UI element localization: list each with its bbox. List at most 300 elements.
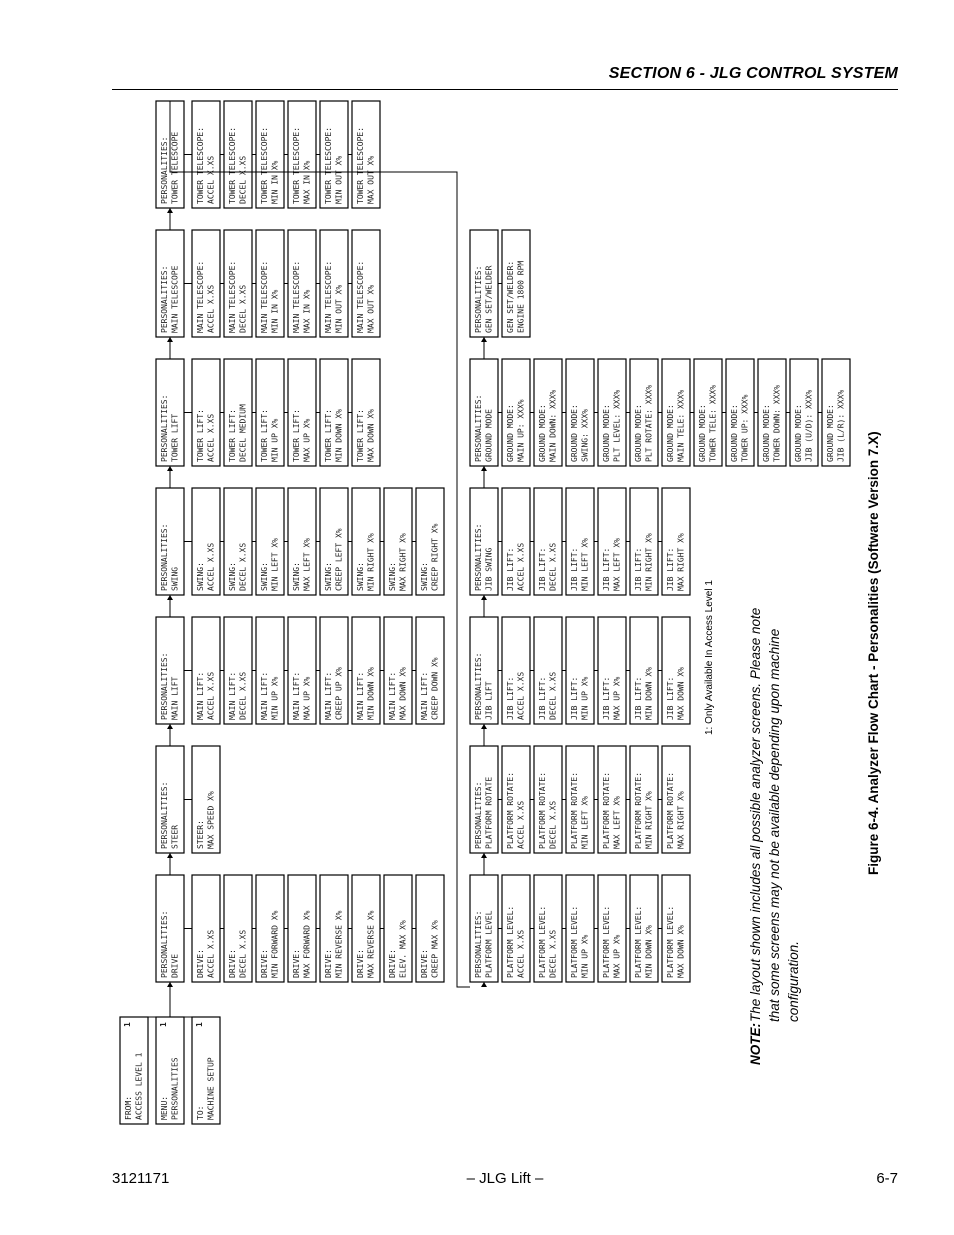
box-line: MAIN TELESCOPE:: [260, 260, 269, 333]
box-line: DECEL MEDIUM: [238, 404, 248, 462]
box-line: MIN DOWN X%: [644, 667, 654, 720]
box-line: MACHINE SETUP: [206, 1057, 216, 1120]
box-jib-swing: [502, 488, 530, 595]
box-line: MIN LEFT X%: [270, 538, 280, 591]
box-line: TOWER TELESCOPE:: [228, 126, 237, 204]
box-tower-telescope: [288, 101, 316, 208]
box-line: DRIVE:: [420, 949, 429, 978]
box-line: TOWER TELESCOPE:: [196, 126, 205, 204]
box-line: MAX OUT X%: [366, 284, 376, 333]
box-line: PERSONALITIES: [170, 1057, 180, 1120]
arrow-head: [481, 724, 487, 729]
box-line: PERSONALITIES:: [474, 910, 483, 978]
box-drive: [288, 875, 316, 982]
box-ground-mode: [790, 359, 818, 466]
box-line: SWING:: [196, 562, 205, 591]
box-ground-mode: [470, 359, 498, 466]
box-swing: [224, 488, 252, 595]
box-line: TOWER TELESCOPE:: [260, 126, 269, 204]
box-line: GROUND MODE:: [634, 404, 643, 462]
box-main-telescope: [256, 230, 284, 337]
box-ground-mode: [758, 359, 786, 466]
box-line: GROUND MODE:: [538, 404, 547, 462]
note-line: that some screens may not be available depending upon machine: [767, 628, 782, 1022]
box-line: PLATFORM ROTATE:: [666, 771, 675, 849]
box-line: MIN LEFT X%: [580, 796, 590, 849]
access-flag: 1: [123, 1022, 132, 1027]
box-line: TOWER LIFT:: [260, 409, 269, 462]
box-line: CREEP DOWN X%: [430, 657, 440, 720]
box-ground-mode: [662, 359, 690, 466]
box-line: MAX DOWN X%: [676, 667, 686, 720]
box-line: MIN UP X%: [270, 676, 280, 720]
box-line: GROUND MODE:: [762, 404, 771, 462]
note-line: The layout shown includes all possible analyzer screens. Please note: [748, 607, 763, 1022]
box-tower-lift: [288, 359, 316, 466]
box-line: GROUND MODE:: [794, 404, 803, 462]
box-line: GROUND MODE: [484, 409, 494, 462]
box-main-lift: [320, 617, 348, 724]
box-line: ELEV. MAX X%: [398, 920, 408, 978]
box-ground-mode: [694, 359, 722, 466]
box-drive: [224, 875, 252, 982]
box-tower-lift: [192, 359, 220, 466]
box-line: ENGINE 1800 RPM: [516, 260, 526, 333]
box-main-telescope: [320, 230, 348, 337]
box-main-telescope: [352, 230, 380, 337]
box-line: MAX RIGHT X%: [676, 791, 686, 849]
box-line: STEER: [170, 824, 180, 849]
box-line: JIB (U/D): XXX%: [804, 389, 814, 462]
box-line: TOWER LIFT: [170, 413, 180, 462]
box-tower-telescope: [192, 101, 220, 208]
box-line: MIN UP X%: [580, 934, 590, 978]
box-line: PLATFORM LEVEL:: [666, 905, 675, 978]
box-line: PLATFORM ROTATE: [484, 776, 494, 849]
box-swing: [320, 488, 348, 595]
box-line: MIN IN X%: [270, 289, 280, 333]
box-jib-swing: [598, 488, 626, 595]
box-line: JIB LIFT:: [538, 547, 547, 591]
box-line: JIB LIFT:: [634, 676, 643, 720]
box-jib-swing: [534, 488, 562, 595]
box-line: MAIN UP: XXX%: [516, 399, 526, 462]
box-jib-lift: [566, 617, 594, 724]
arrow-head: [167, 853, 173, 858]
box-jib-lift: [502, 617, 530, 724]
box-line: JIB LIFT:: [666, 547, 675, 591]
box-gen-set-welder: [470, 230, 498, 337]
box-line: STEER:: [196, 820, 205, 849]
box-line: ACCEL X.XS: [206, 929, 216, 978]
footnote: 1: Only Available In Access Level 1: [704, 580, 715, 735]
box-line: JIB LIFT:: [666, 676, 675, 720]
box-line: JIB LIFT:: [570, 547, 579, 591]
box-line: DECEL X.XS: [238, 542, 248, 591]
box-line: DECEL X.XS: [238, 929, 248, 978]
box-line: MIN RIGHT X%: [644, 533, 654, 591]
box-line: MAX RIGHT X%: [676, 533, 686, 591]
box-line: MENU:: [160, 1095, 169, 1120]
box-jib-swing: [662, 488, 690, 595]
box-line: CREEP RIGHT X%: [430, 523, 440, 591]
box-line: SWING:: [420, 562, 429, 591]
box-line: MAIN TELESCOPE: [170, 265, 180, 333]
box-line: MAIN TELESCOPE:: [228, 260, 237, 333]
box-main-lift: [384, 617, 412, 724]
box-line: GROUND MODE:: [666, 404, 675, 462]
box-swing: [288, 488, 316, 595]
box-line: MAIN TELESCOPE:: [196, 260, 205, 333]
box-line: DECEL X.XS: [548, 929, 558, 978]
box-line: GROUND MODE:: [698, 404, 707, 462]
box-line: ACCEL X.XS: [516, 542, 526, 591]
note-label: NOTE:: [748, 1023, 763, 1065]
box-line: MAX UP X%: [612, 934, 622, 978]
arrow-head: [481, 982, 487, 987]
box-line: CREEP LEFT X%: [334, 528, 344, 591]
box-jib-swing: [470, 488, 498, 595]
box-line: MAX LEFT X%: [612, 538, 622, 591]
box-main-lift: [288, 617, 316, 724]
box-line: MAIN TELESCOPE:: [324, 260, 333, 333]
box-line: SWING:: [324, 562, 333, 591]
box-line: GROUND MODE:: [602, 404, 611, 462]
box-platform-level: [566, 875, 594, 982]
box-platform-rotate: [534, 746, 562, 853]
box-line: TOWER TELESCOPE:: [324, 126, 333, 204]
box-swing: [416, 488, 444, 595]
box-ground-mode: [822, 359, 850, 466]
box-drive: [156, 875, 184, 982]
box-jib-lift: [662, 617, 690, 724]
box-drive: [352, 875, 380, 982]
box-line: MIN DOWN X%: [366, 667, 376, 720]
box-line: JIB LIFT:: [602, 676, 611, 720]
page-number: 6-7: [876, 1170, 898, 1187]
box-line: ACCEL X.XS: [516, 929, 526, 978]
document-number: 3121171: [112, 1170, 170, 1187]
box-line: PLATFORM ROTATE:: [602, 771, 611, 849]
box-main-lift: [416, 617, 444, 724]
box-swing: [352, 488, 380, 595]
box-line: MAIN TELESCOPE:: [292, 260, 301, 333]
box-line: MAIN TELESCOPE:: [356, 260, 365, 333]
box-line: MAX FORWARD X%: [302, 910, 312, 978]
box-line: SWING: [170, 566, 180, 591]
box-line: MIN RIGHT X%: [644, 791, 654, 849]
box-line: MAX DOWN X%: [366, 409, 376, 462]
box-line: DECEL X.XS: [548, 800, 558, 849]
box-swing: [256, 488, 284, 595]
box-line: PLATFORM ROTATE:: [538, 771, 547, 849]
box-line: SWING:: [388, 562, 397, 591]
box-platform-rotate: [502, 746, 530, 853]
box-main-lift: [352, 617, 380, 724]
box-line: SWING: XXX%: [580, 409, 590, 462]
box-tower-lift: [156, 359, 184, 466]
box-jib-lift: [534, 617, 562, 724]
box-line: PERSONALITIES:: [160, 523, 169, 591]
box-tower-telescope: [224, 101, 252, 208]
box-main-telescope: [156, 230, 184, 337]
box-line: JIB LIFT:: [634, 547, 643, 591]
box-line: MAX UP X%: [302, 418, 312, 462]
box-platform-rotate: [470, 746, 498, 853]
arrow-head: [481, 853, 487, 858]
box-line: DECEL X.XS: [238, 671, 248, 720]
box-ground-mode: [630, 359, 658, 466]
box-platform-rotate: [662, 746, 690, 853]
box-jib-lift: [598, 617, 626, 724]
box-swing: [192, 488, 220, 595]
box-platform-level: [470, 875, 498, 982]
box-platform-level: [502, 875, 530, 982]
box-line: ACCEL X.XS: [206, 542, 216, 591]
box-line: MAX RIGHT X%: [398, 533, 408, 591]
arrow-head: [167, 466, 173, 471]
box-line: DRIVE:: [324, 949, 333, 978]
arrow-head: [167, 595, 173, 600]
box-line: PERSONALITIES:: [474, 394, 483, 462]
box-ground-mode: [598, 359, 626, 466]
box-line: TOWER TELESCOPE:: [356, 126, 365, 204]
box-line: TOWER TELE: XXX%: [708, 384, 718, 462]
box-line: DECEL X.XS: [238, 284, 248, 333]
box-line: MAX IN X%: [302, 160, 312, 204]
box-main-telescope: [288, 230, 316, 337]
box-line: PERSONALITIES:: [474, 523, 483, 591]
box-line: PLATFORM LEVEL:: [602, 905, 611, 978]
box-line: TOWER LIFT:: [324, 409, 333, 462]
section-title: SECTION 6 - JLG CONTROL SYSTEM: [608, 65, 898, 82]
box-line: JIB SWING: [484, 547, 494, 591]
box-line: MIN UP X%: [580, 676, 590, 720]
box-main-lift: [224, 617, 252, 724]
box-line: GEN SET/WELDER:: [506, 260, 515, 333]
box-line: PLT ROTATE: XXX%: [644, 384, 654, 462]
access-flag: 1: [195, 1022, 204, 1027]
box-line: JIB LIFT: [484, 681, 494, 720]
box-line: PERSONALITIES:: [160, 265, 169, 333]
box-line: JIB LIFT:: [570, 676, 579, 720]
box-tower-telescope: [256, 101, 284, 208]
box-line: SWING:: [356, 562, 365, 591]
note: [748, 608, 801, 1065]
box-line: MIN RIGHT X%: [366, 533, 376, 591]
box-swing: [384, 488, 412, 595]
box-line: MAIN DOWN: XXX%: [548, 389, 558, 462]
box-line: JIB LIFT:: [602, 547, 611, 591]
box-tower-lift: [256, 359, 284, 466]
box-line: ACCEL X.XS: [206, 155, 216, 204]
arrow-head: [167, 337, 173, 342]
box-line: PLATFORM ROTATE:: [570, 771, 579, 849]
box-platform-level: [630, 875, 658, 982]
box-platform-rotate: [598, 746, 626, 853]
box-line: MAIN LIFT:: [356, 671, 365, 720]
box-line: PLATFORM LEVEL:: [570, 905, 579, 978]
box-line: FROM:: [124, 1095, 133, 1120]
box-swing: [156, 488, 184, 595]
box-drive: [384, 875, 412, 982]
arrow-head: [167, 208, 173, 213]
box-line: PERSONALITIES:: [160, 652, 169, 720]
box-main-telescope: [224, 230, 252, 337]
box-ground-mode: [502, 359, 530, 466]
box-line: TO:: [196, 1105, 205, 1120]
box-line: MAIN TELE: XXX%: [676, 389, 686, 462]
box-line: TOWER TELESCOPE:: [292, 126, 301, 204]
box-line: MAIN LIFT:: [228, 671, 237, 720]
box-steer: [156, 746, 184, 853]
box-tower-telescope: [320, 101, 348, 208]
box-platform-level: [534, 875, 562, 982]
box-line: PERSONALITIES:: [474, 652, 483, 720]
box-line: PLATFORM ROTATE:: [634, 771, 643, 849]
box-line: MAX IN X%: [302, 289, 312, 333]
box-line: GROUND MODE:: [506, 404, 515, 462]
box-line: GEN SET/WELDER: [484, 265, 494, 333]
box-tower-lift: [352, 359, 380, 466]
start-box: [192, 1017, 220, 1124]
box-line: TOWER LIFT:: [196, 409, 205, 462]
box-line: ACCEL X.XS: [516, 671, 526, 720]
box-line: ACCEL X.XS: [206, 671, 216, 720]
box-platform-rotate: [630, 746, 658, 853]
box-line: PLATFORM ROTATE:: [506, 771, 515, 849]
box-drive: [416, 875, 444, 982]
box-line: PERSONALITIES:: [160, 910, 169, 978]
box-drive: [256, 875, 284, 982]
box-tower-lift: [320, 359, 348, 466]
box-line: ACCEL X.XS: [516, 800, 526, 849]
access-flag: 1: [159, 1022, 168, 1027]
box-line: PERSONALITIES:: [160, 781, 169, 849]
box-line: TOWER LIFT:: [292, 409, 301, 462]
box-line: JIB LIFT:: [506, 676, 515, 720]
box-line: GROUND MODE:: [570, 404, 579, 462]
box-drive: [320, 875, 348, 982]
box-line: GROUND MODE:: [730, 404, 739, 462]
start-box: [120, 1017, 148, 1124]
box-line: TOWER TELESCOPE: [170, 131, 180, 204]
box-line: MAIN LIFT:: [324, 671, 333, 720]
box-line: MIN REVERSE X%: [334, 910, 344, 978]
box-line: MAX UP X%: [302, 676, 312, 720]
box-line: MAIN LIFT:: [292, 671, 301, 720]
arrow-head: [167, 724, 173, 729]
box-line: DRIVE:: [388, 949, 397, 978]
box-ground-mode: [726, 359, 754, 466]
box-line: TOWER UP: XXX%: [740, 394, 750, 462]
box-line: JIB (L/R): XXX%: [836, 389, 846, 462]
box-platform-rotate: [566, 746, 594, 853]
box-line: MIN DOWN X%: [644, 925, 654, 978]
box-line: MAX SPEED X%: [206, 791, 216, 849]
box-line: DRIVE:: [292, 949, 301, 978]
box-drive: [192, 875, 220, 982]
box-gen-set-welder: [502, 230, 530, 337]
box-line: MAX DOWN X%: [398, 667, 408, 720]
box-line: MIN OUT X%: [334, 155, 344, 204]
figure-caption: Figure 6-4. Analyzer Flow Chart - Personalities (Software Version 7.X): [866, 431, 881, 875]
box-line: PLATFORM LEVEL:: [634, 905, 643, 978]
box-line: PLATFORM LEVEL: [484, 910, 494, 978]
box-line: PERSONALITIES:: [474, 265, 483, 333]
box-ground-mode: [534, 359, 562, 466]
box-platform-level: [662, 875, 690, 982]
box-line: MIN IN X%: [270, 160, 280, 204]
box-line: PLATFORM LEVEL:: [538, 905, 547, 978]
box-line: PERSONALITIES:: [160, 136, 169, 204]
box-line: CREEP UP X%: [334, 667, 344, 720]
box-steer: [192, 746, 220, 853]
box-line: PLATFORM LEVEL:: [506, 905, 515, 978]
box-line: MIN FORWARD X%: [270, 910, 280, 978]
note-line: configuration.: [786, 940, 801, 1022]
box-jib-swing: [566, 488, 594, 595]
box-line: TOWER LIFT:: [356, 409, 365, 462]
box-line: MIN UP X%: [270, 418, 280, 462]
box-line: DRIVE:: [260, 949, 269, 978]
box-tower-telescope: [352, 101, 380, 208]
box-line: ACCEL X.XS: [206, 284, 216, 333]
box-line: MIN DOWN X%: [334, 409, 344, 462]
box-platform-level: [598, 875, 626, 982]
box-line: MIN OUT X%: [334, 284, 344, 333]
box-line: TOWER DOWN: XXX%: [772, 384, 782, 462]
box-line: JIB LIFT:: [538, 676, 547, 720]
box-line: JIB LIFT:: [506, 547, 515, 591]
box-line: MAIN LIFT:: [260, 671, 269, 720]
box-line: SWING:: [292, 562, 301, 591]
arrow-head: [481, 595, 487, 600]
box-line: ACCESS LEVEL 1: [134, 1052, 144, 1120]
box-line: DRIVE:: [228, 949, 237, 978]
box-line: CREEP MAX X%: [430, 920, 440, 978]
box-line: ACCEL X.XS: [206, 413, 216, 462]
box-line: MAX LEFT X%: [302, 538, 312, 591]
box-jib-lift: [630, 617, 658, 724]
box-ground-mode: [566, 359, 594, 466]
box-line: MAIN LIFT: [170, 676, 180, 720]
box-line: DRIVE:: [196, 949, 205, 978]
box-line: MAIN LIFT:: [196, 671, 205, 720]
box-line: MAIN LIFT:: [420, 671, 429, 720]
box-line: DECEL X.XS: [548, 542, 558, 591]
arrow-head: [167, 982, 173, 987]
box-line: TOWER LIFT:: [228, 409, 237, 462]
box-main-lift: [156, 617, 184, 724]
box-line: MAX OUT X%: [366, 155, 376, 204]
box-line: SWING:: [228, 562, 237, 591]
box-line: PERSONALITIES:: [474, 781, 483, 849]
box-line: DRIVE: [170, 953, 180, 978]
box-line: MIN LEFT X%: [580, 538, 590, 591]
box-main-lift: [256, 617, 284, 724]
box-jib-lift: [470, 617, 498, 724]
arrow-head: [481, 466, 487, 471]
start-box: [156, 1017, 184, 1124]
footer-center-text: – JLG Lift –: [466, 1170, 544, 1187]
box-line: MAX REVERSE X%: [366, 910, 376, 978]
box-line: PERSONALITIES:: [160, 394, 169, 462]
box-line: DRIVE:: [356, 949, 365, 978]
box-line: MAIN LIFT:: [388, 671, 397, 720]
box-line: MAX LEFT X%: [612, 796, 622, 849]
box-tower-lift: [224, 359, 252, 466]
